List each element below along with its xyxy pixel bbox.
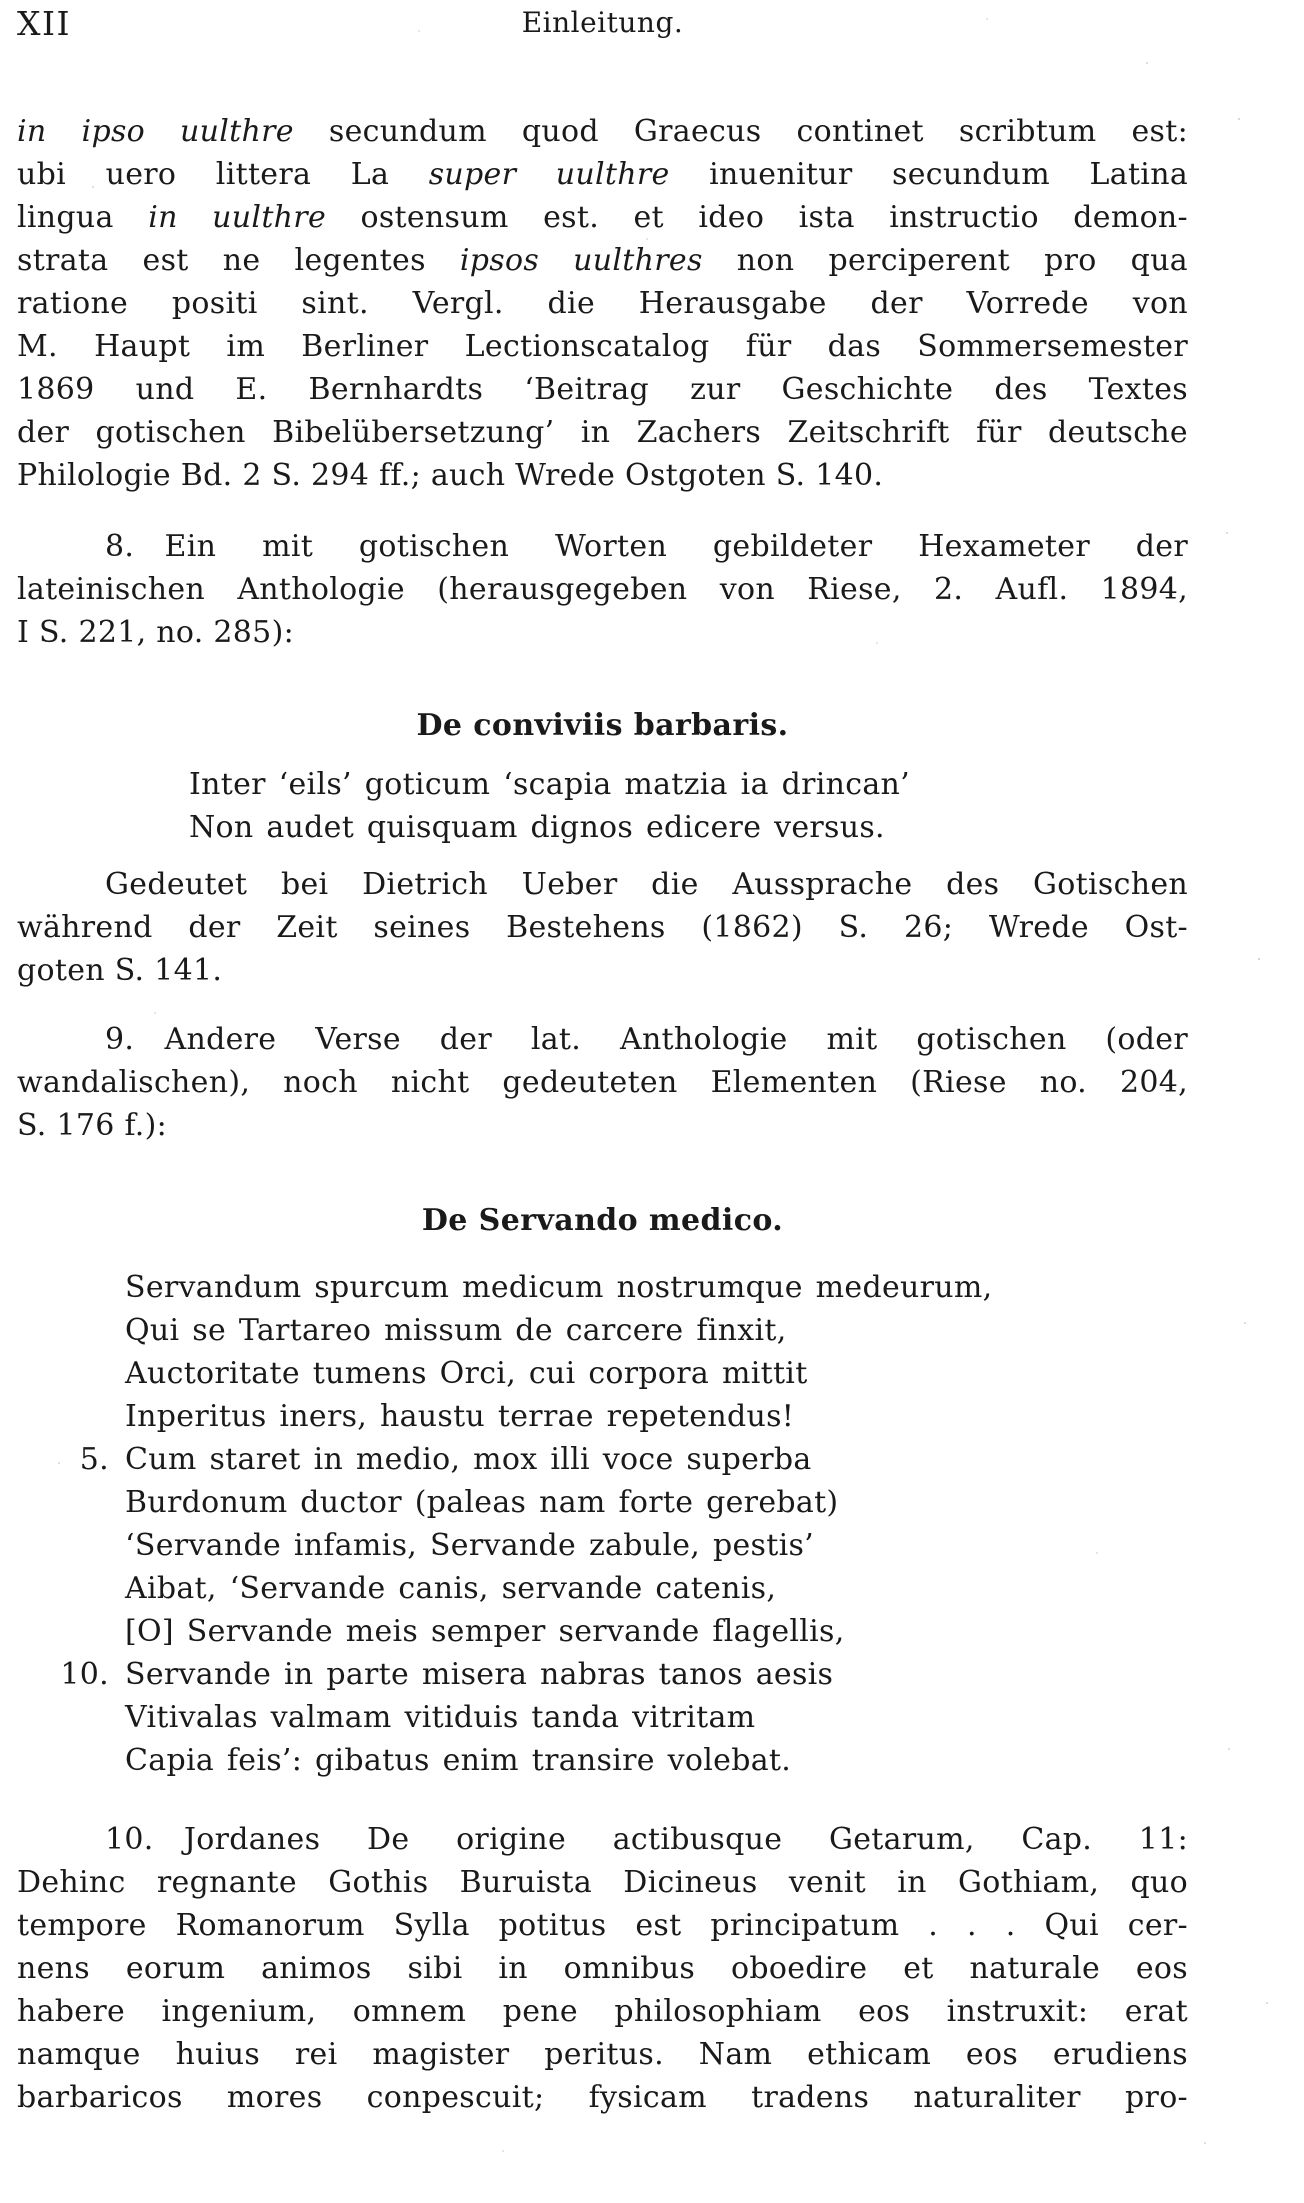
verse-line	[17, 1266, 1188, 1309]
verse-number	[17, 1739, 125, 1782]
text-line: tempore Romanorum Sylla potitus est principatum . . . Qui cer-	[17, 1908, 1188, 1943]
running-title: Einleitung.	[521, 6, 684, 39]
italic-gothic-term: in uulthre	[148, 200, 326, 235]
paragraph-section-8	[17, 525, 1188, 654]
verse-number	[17, 1481, 125, 1524]
verse-line	[17, 1309, 1188, 1352]
verse-line	[17, 1653, 1188, 1696]
text-line: nens eorum animos sibi in omnibus oboedire et naturale eos	[17, 1951, 1188, 1986]
text-line: 1869 und E. Bernhardts ‘Beitrag zur Geschichte des Textes	[17, 372, 1188, 407]
verse-text: Servandum spurcum medicum nostrumque medeurum,	[125, 1270, 993, 1305]
verse-number	[17, 1309, 125, 1352]
verse-number	[17, 1696, 125, 1739]
verse-text: Capia feis’: gibatus enim transire volebat.	[125, 1743, 792, 1778]
paragraph-section-10	[17, 1818, 1188, 2119]
verse-number	[17, 1610, 125, 1653]
verse-line	[17, 1567, 1188, 1610]
text-segment: strata est ne legentes	[17, 243, 460, 278]
text-line: Dehinc regnante Gothis Buruista Dicineus venit in Gothiam, quo	[17, 1865, 1188, 1900]
italic-gothic-term: super uulthre	[428, 157, 670, 192]
verse-text: Burdonum ductor (paleas nam forte gerebat)	[125, 1485, 839, 1520]
verse-line	[17, 1481, 1188, 1524]
verse-text: Servande in parte misera nabras tanos aesis	[125, 1657, 834, 1692]
text-segment: inuenitur secundum Latina	[669, 157, 1189, 192]
verse-number	[17, 1567, 125, 1610]
text-line: Philologie Bd. 2 S. 294 ff.; auch Wrede Ostgoten S. 140.	[17, 458, 884, 493]
paragraph-section-9	[17, 1018, 1188, 1147]
verse-text: Auctoritate tumens Orci, cui corpora mittit	[125, 1356, 808, 1391]
text-segment: ostensum est. et ideo ista instructio demon-	[326, 200, 1188, 235]
page-header	[17, 0, 1188, 56]
text-line: goten S. 141.	[17, 953, 223, 988]
text-line: M. Haupt im Berliner Lectionscatalog für das Sommersemester	[17, 329, 1188, 364]
text-segment: non perciperent pro qua	[702, 243, 1188, 278]
text-column	[17, 0, 1188, 2119]
text-line	[17, 239, 1188, 282]
text-line: Gedeutet bei Dietrich Ueber die Aussprache des Gotischen	[105, 867, 1188, 902]
verse-line	[17, 1395, 1188, 1438]
text-line	[17, 196, 1188, 239]
verse-line	[17, 1352, 1188, 1395]
text-line: S. 176 f.):	[17, 1108, 168, 1143]
text-line: lateinischen Anthologie (herausgegeben von Riese, 2. Aufl. 1894,	[17, 572, 1188, 607]
text-line: wandalischen), noch nicht gedeuteten Elementen (Riese no. 204,	[17, 1065, 1188, 1100]
verse-text: Qui se Tartareo missum de carcere finxit,	[125, 1313, 787, 1348]
verse-number	[17, 1266, 125, 1309]
scan-noise	[0, 0, 2, 2]
text-line: 10. Jordanes De origine actibusque Getarum, Cap. 11:	[105, 1822, 1188, 1857]
verse-line	[17, 1696, 1188, 1739]
italic-gothic-term: ipsos uulthres	[459, 243, 703, 278]
poem-de-servando	[17, 1266, 1188, 1782]
text-line: während der Zeit seines Bestehens (1862) S. 26; Wrede Ost-	[17, 910, 1188, 945]
verse-text: [O] Servande meis semper servande flagellis,	[125, 1614, 845, 1649]
paragraph-continuation	[17, 110, 1188, 497]
verse-line: Non audet quisquam dignos edicere versus.	[189, 810, 885, 845]
text-line: ratione positi sint. Vergl. die Herausgabe der Vorrede von	[17, 286, 1188, 321]
verse-number	[17, 1352, 125, 1395]
verse-line	[17, 1438, 1188, 1481]
verse-line	[17, 1610, 1188, 1653]
verse-line	[17, 1524, 1188, 1567]
poem-title-de-conviviis: De conviviis barbaris.	[416, 708, 789, 743]
paragraph-gedeutet	[17, 863, 1188, 992]
italic-gothic-term: in ipso uulthre	[17, 114, 294, 149]
verse-line: Inter ‘eils’ goticum ‘scapia matzia ia drincan’	[189, 767, 911, 802]
verse-number	[17, 1395, 125, 1438]
text-segment: lingua	[17, 200, 149, 235]
verse-text: Inperitus iners, haustu terrae repetendus!	[125, 1399, 795, 1434]
verse-number: 5.	[79, 1442, 109, 1477]
text-line	[17, 110, 1188, 153]
text-segment: ubi uero littera La	[17, 157, 429, 192]
text-line: I S. 221, no. 285):	[17, 615, 294, 650]
verse-number: 10.	[60, 1657, 109, 1692]
verse-text: Cum staret in medio, mox illi voce superba	[125, 1442, 812, 1477]
poem-de-conviviis	[189, 763, 1188, 849]
page-number: XII	[17, 4, 72, 43]
text-line: barbaricos mores conpescuit; fysicam tradens naturaliter pro-	[17, 2080, 1188, 2115]
text-line: 9. Andere Verse der lat. Anthologie mit gotischen (oder	[105, 1022, 1188, 1057]
text-line: habere ingenium, omnem pene philosophiam eos instruxit: erat	[17, 1994, 1188, 2029]
verse-text: Vitivalas valmam vitiduis tanda vitritam	[125, 1700, 756, 1735]
verse-line	[17, 1739, 1188, 1782]
text-segment: secundum quod Graecus continet scribtum est:	[293, 114, 1188, 149]
text-line: 8. Ein mit gotischen Worten gebildeter Hexameter der	[105, 529, 1188, 564]
text-line: der gotischen Bibelübersetzung’ in Zachers Zeitschrift für deutsche	[17, 415, 1188, 450]
text-line: namque huius rei magister peritus. Nam ethicam eos erudiens	[17, 2037, 1188, 2072]
text-line	[17, 153, 1188, 196]
verse-number	[17, 1524, 125, 1567]
verse-text: ‘Servande infamis, Servande zabule, pestis’	[125, 1528, 815, 1563]
poem-title-de-servando: De Servando medico.	[421, 1203, 784, 1238]
verse-text: Aibat, ‘Servande canis, servande catenis,	[125, 1571, 777, 1606]
